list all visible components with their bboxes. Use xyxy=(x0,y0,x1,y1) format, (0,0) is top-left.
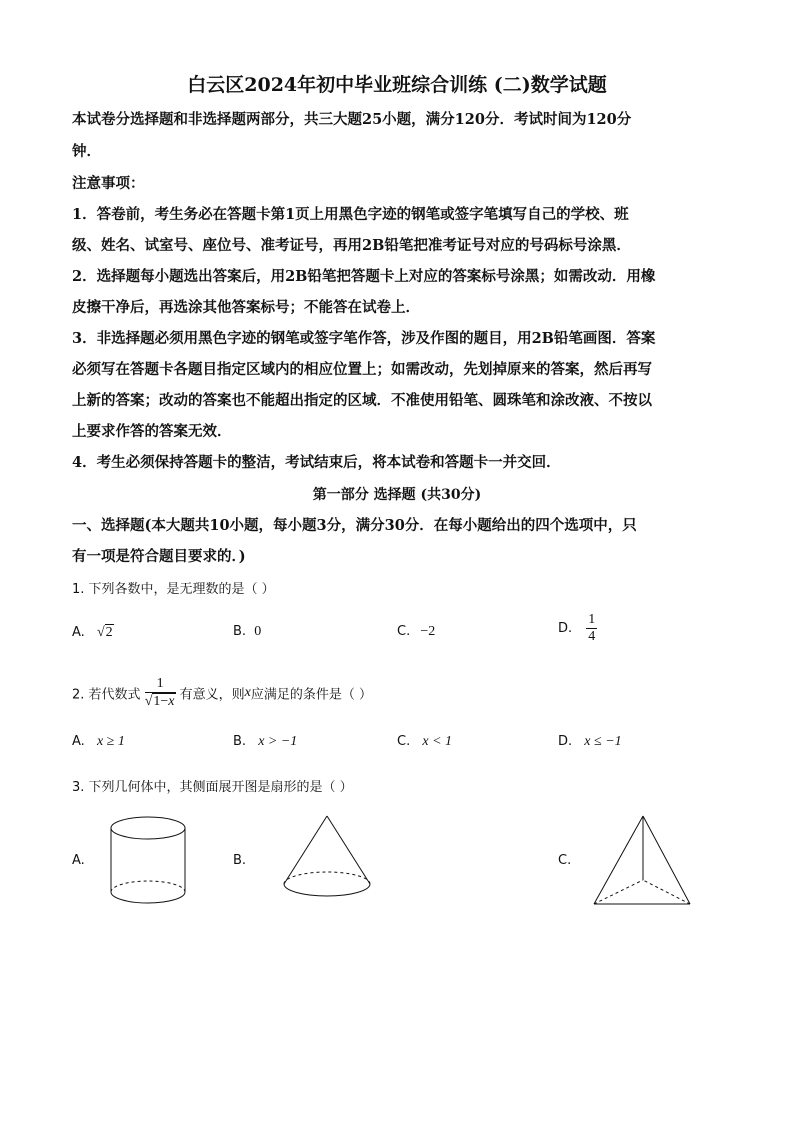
q3-option-a-label: A. xyxy=(72,853,85,868)
sqrt-value: 2 xyxy=(105,625,113,640)
cone-base-back xyxy=(284,872,370,884)
note-line: 级、姓名、试室号、座位号、准考证号，再用2B铅笔把准考证号对应的号码标号涂黑． xyxy=(72,237,631,254)
fraction-numerator: 1 xyxy=(588,612,596,627)
pyramid-right-edge xyxy=(643,816,690,904)
stem-text: 有意义，则 xyxy=(179,687,245,703)
intro-line-2: 钟． xyxy=(72,143,101,160)
pyramid-hidden-edge-right xyxy=(643,880,690,904)
question-1-stem: 1. 下列各数中，是无理数的是（ ） xyxy=(72,582,275,597)
q1-option-b xyxy=(233,624,261,640)
fraction xyxy=(586,612,597,645)
note-line: 上新的答案；改动的答案也不能超出指定的区域．不准使用铅笔、圆珠笔和涂改液、不按以 xyxy=(72,392,652,409)
option-label: A. xyxy=(72,734,85,749)
q3-option-c-label: C. xyxy=(558,853,572,868)
option-value: x > −1 xyxy=(258,734,298,749)
fraction-denominator: √1−x xyxy=(144,694,175,709)
option-value: x ≤ −1 xyxy=(584,734,622,749)
cone-base-front xyxy=(284,884,370,896)
pyramid-left-edge xyxy=(594,816,643,904)
cone-figure xyxy=(278,812,376,908)
q3-option-b-label: B. xyxy=(233,853,247,868)
section-instruction: 有一项是符合题目要求的．) xyxy=(72,548,246,565)
section-title: 第一部分 选择题 (共30分) xyxy=(312,487,482,503)
option-value: 0 xyxy=(254,624,262,639)
note-line: 3．非选择题必须用黑色字迹的钢笔或签字笔作答，涉及作图的题目，用2B铅笔画图．答案 xyxy=(72,330,656,347)
pyramid-hidden-edge-left xyxy=(594,880,643,904)
q1-option-a: A. √2 xyxy=(72,625,113,640)
q2-option-a xyxy=(72,734,125,750)
fraction xyxy=(145,676,176,710)
stem-text: 应满足的条件是（ ） xyxy=(250,687,373,703)
option-label: B. xyxy=(233,624,247,639)
cylinder-figure xyxy=(108,812,192,908)
cylinder-bottom-back xyxy=(111,881,185,892)
option-value: x ≥ 1 xyxy=(96,734,125,749)
intro-line-1: 本试卷分选择题和非选择题两部分，共三大题25小题，满分120分．考试时间为120分 xyxy=(72,111,632,128)
note-line: 4．考生必须保持答题卡的整洁，考试结束后，将本试卷和答题卡一并交回． xyxy=(72,454,561,471)
q2-option-c xyxy=(397,734,452,750)
option-label: C. xyxy=(397,624,411,639)
fraction-numerator: 1 xyxy=(145,676,176,693)
cylinder-bottom-front xyxy=(111,892,185,903)
pyramid-figure xyxy=(586,810,698,910)
option-label: A. xyxy=(72,625,85,640)
option-value: x < 1 xyxy=(422,734,453,749)
option-label: B. xyxy=(233,734,247,749)
cylinder-top-ellipse xyxy=(111,817,185,839)
question-2-stem xyxy=(72,676,372,710)
notes-heading: 注意事项： xyxy=(72,175,145,192)
variable: x xyxy=(244,685,251,700)
page-title: 白云区2024年初中毕业班综合训练 (二)数学试题 xyxy=(187,74,607,96)
question-3-stem: 3. 下列几何体中，其侧面展开图是扇形的是（ ） xyxy=(72,780,353,795)
section-instruction: 一、选择题(本大题共10小题，每小题3分，满分30分．在每小题给出的四个选项中，只 xyxy=(72,517,637,534)
q1-option-c xyxy=(397,624,435,640)
option-label: D. xyxy=(558,734,573,749)
q2-option-d xyxy=(558,734,622,750)
note-line: 必须写在答题卡各题目指定区域内的相应位置上；如需改动，先划掉原来的答案，然后再写 xyxy=(72,361,652,378)
option-label: D. xyxy=(558,621,573,636)
note-line: 上要求作答的答案无效． xyxy=(72,423,232,440)
radicand: 1− xyxy=(153,694,169,709)
q2-option-b xyxy=(233,734,297,750)
stem-text: 2. 若代数式 xyxy=(72,687,141,703)
note-line: 皮擦干净后，再选涂其他答案标号；不能答在试卷上． xyxy=(72,299,420,316)
variable: x xyxy=(168,694,175,709)
note-line: 1．答卷前，考生务必在答题卡第1页上用黑色字迹的钢笔或签字笔填写自己的学校、班 xyxy=(72,206,629,223)
option-value: −2 xyxy=(420,624,436,639)
option-label: C. xyxy=(397,734,411,749)
q1-option-d xyxy=(558,612,597,645)
note-line: 2．选择题每小题选出答案后，用2B铅笔把答题卡上对应的答案标号涂黑；如需改动．用橡 xyxy=(72,268,656,285)
fraction-denominator: 4 xyxy=(588,629,596,644)
